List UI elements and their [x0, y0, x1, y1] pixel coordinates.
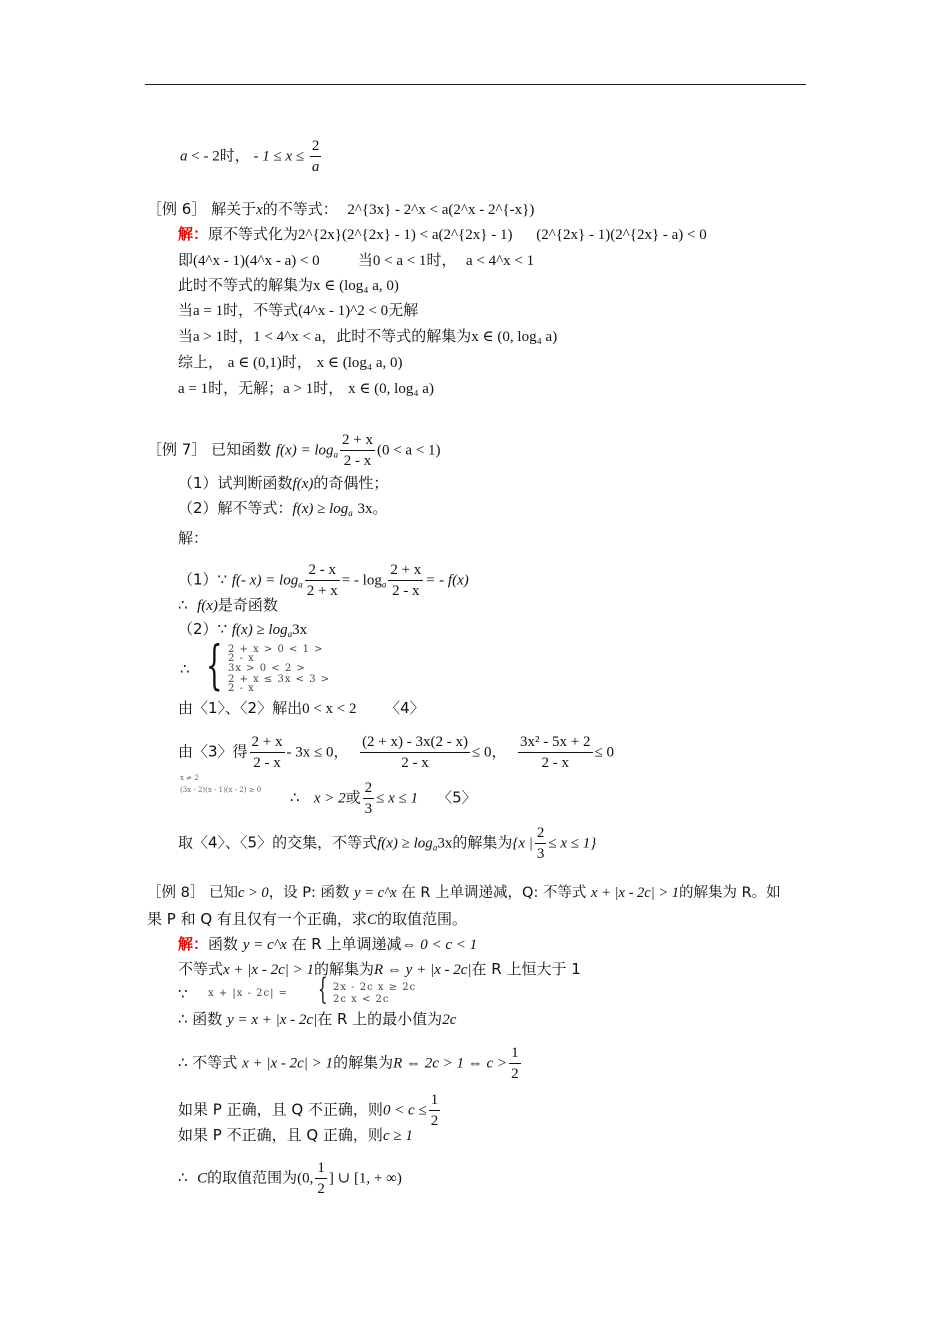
ex6-inequality: 2^{3x} - 2^x < a(2^x - 2^{-x})	[347, 202, 535, 218]
piecewise-case-2: 2c x < 2c	[333, 994, 390, 1005]
fraction: $\frac{2 + x}{2 - x}$	[341, 432, 373, 469]
ex7-title: ［例 7］ 已知函数 $f(x) = \log_a$ $\frac{2 + x}{2 - x}$ (0 < a < 1)	[147, 432, 441, 469]
piecewise-case-1: 2x - 2c x ≥ 2c	[333, 982, 417, 993]
ex7-s5: 由〈3〉得 $\frac{2 + x}{2 - x}$ - 3x ≤ 0， $\frac{(2 + x) - 3x(2 - x)}{2 - x}$ ≤ 0， $\frac{\text{3x² - 5x + 2}}{2 - x}$ ≤ 0	[178, 734, 614, 771]
system-line-3: 2 + x ≤ 3x < 3 >	[228, 674, 331, 685]
system-line-2: 3x > 0 < 2 >	[228, 663, 306, 674]
ex6-line4: 当a = 1时，不等式(4^x - 1)^2 < 0无解	[178, 301, 419, 319]
ex6-line1: 解：原不等式化为2^{2x}(2^{2x} - 1) < a(2^{2x} - 1) (2^{2x} - 1)(2^{2x} - a) < 0	[178, 225, 707, 243]
ex7-q2: （2）解不等式：$f(x) \ge \log_a 3x$。	[178, 499, 388, 518]
ex8-a5: ∴ 不等式 x + |x - 2c| > 1的解集为R ⇔ 2c > 1 ⇔ c > $\frac{1}{2}$	[178, 1045, 519, 1082]
math-expr: - 1 ≤ x ≤	[249, 148, 308, 165]
ex8-a1: 解：函数 y = c^x 在 R 上单调递减⇔ 0 < c < 1	[178, 935, 478, 953]
ex6-line5: 当a > 1时，1 < 4^x < a，此时不等式的解集为x ∈ (0, log₄ a)	[178, 327, 558, 345]
ex7-s7: 取〈4〉、〈5〉的交集，不等式$f(x) \ge \log_a3x$的解集为{x | $\frac{2}{3}$ ≤ x ≤ 1}	[178, 825, 597, 862]
piecewise-left: x + |x - 2c| =	[208, 988, 289, 999]
ex8-a8: ∴ C的取值范围为(0, $\frac{1}{2}$ ] ∪ [1, + ∞)	[178, 1160, 402, 1197]
ex8-title: ［例 8］ 已知c > 0，设 P: 函数 y = c^x 在 R 上单调递减，Q: 不等式 x + |x - 2c| > 1的解集为 R。如	[147, 885, 781, 901]
solution-label: 解：	[178, 935, 209, 953]
math-var: a	[180, 148, 188, 165]
ex7-s2: ∴ f(x)是奇函数	[178, 596, 278, 614]
header-rule	[145, 84, 806, 85]
ex6-title: ［例 6］ 解关于x的不等式： 2^{3x} - 2^x < a(2^x - 2^{-x})	[147, 200, 535, 218]
system-line-1: 2 + x > 0 < 1 >	[228, 644, 324, 655]
ex6-line2: 即(4^x - 1)(4^x - a) < 0 当0 < a < 1时， a < 4^x < 1	[178, 251, 535, 269]
ex8-a2: 不等式x + |x - 2c| > 1的解集为R ⇔ y + |x - 2c|在 R 上恒大于 1	[178, 960, 581, 978]
ex8-a4: ∴ 函数 y = x + |x - 2c|在 R 上的最小值为2c	[178, 1010, 457, 1028]
system-line-1-den: 2 - x	[228, 653, 255, 664]
small-condition-1: x ≠ 2	[180, 774, 199, 782]
math-expr: < - 2	[187, 148, 220, 165]
ex8-a6: 如果 P 正确，且 Q 不正确，则0 < c ≤ $\frac{1}{2}$	[178, 1092, 439, 1129]
ex7-s4: 由〈1〉、〈2〉解出0 < x < 2 〈4〉	[178, 699, 425, 717]
ex6-line7: a = 1时，无解；a > 1时， x ∈ (0, log₄ a)	[178, 379, 434, 397]
ex5-tail-line	[180, 136, 323, 177]
ex8-title-2: 果 P 和 Q 有且仅有一个正确，求C的取值范围。	[147, 910, 467, 928]
ex7-jie: 解：	[178, 529, 209, 547]
ex7-q1: （1）试判断函数f(x)的奇偶性；	[178, 474, 389, 492]
ex7-s1: （1）∵ f(- $x) = \log_a$ $\frac{2 - x}{2 + x}$ = - $\log_a$ $\frac{2 + x}{2 - x}$ = - f(x)	[178, 562, 469, 599]
ex8-a3: ∵	[178, 985, 188, 1003]
small-condition-2: (3x - 2)(x - 1)(x - 2) ≥ 0	[180, 786, 262, 794]
piecewise-brace: {	[318, 972, 328, 1007]
system-brace: {	[206, 636, 223, 696]
ex7-s3: （2）∵ $f(x) \ge \log_a3x$	[178, 620, 308, 639]
text: 时，	[219, 146, 250, 165]
therefore-symbol: ∴	[180, 660, 190, 678]
ex8-a7: 如果 P 不正确，且 Q 正确，则c ≥ 1	[178, 1126, 413, 1144]
ex6-line3: 此时不等式的解集为x ∈ (log₄ a, 0)	[178, 276, 399, 294]
ex7-s6: ∴ x > 2或 $\frac{2}{3}$ ≤ x ≤ 1 〈5〉	[290, 780, 477, 817]
ex6-line6: 综上， a ∈ (0,1)时， x ∈ (log₄ a, 0)	[178, 353, 403, 371]
solution-label: 解：	[178, 225, 209, 243]
system-line-3-den: 2 - x	[228, 683, 255, 694]
fraction: $\frac{2}{a}$	[311, 138, 320, 175]
